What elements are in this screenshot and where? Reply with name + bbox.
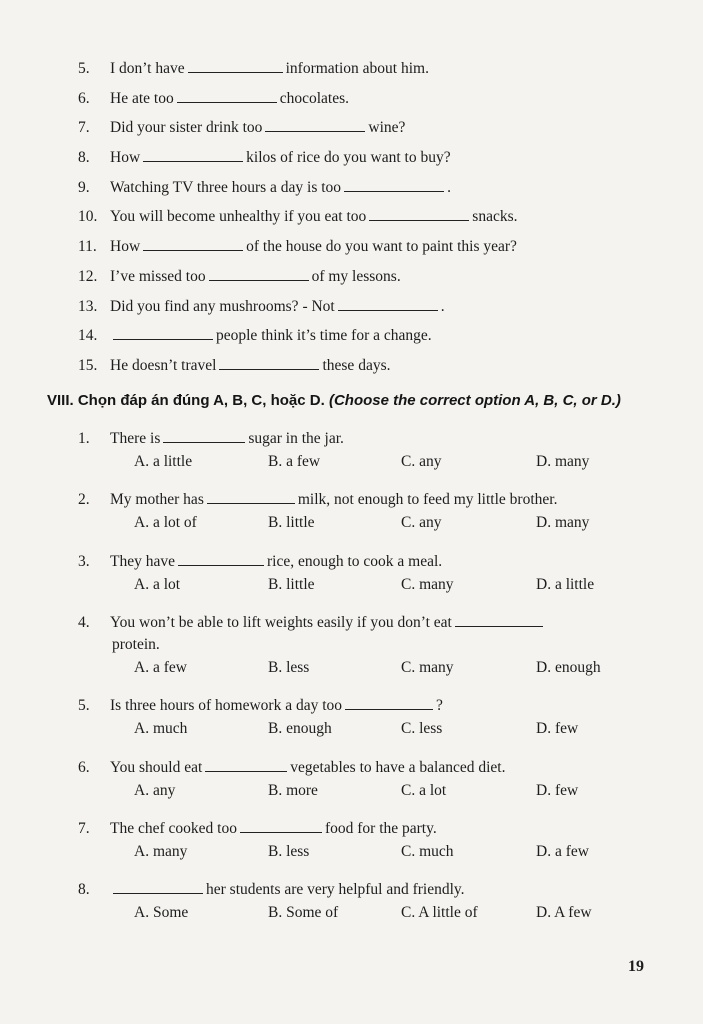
question-number: 5.	[78, 60, 90, 77]
question-number: 3.	[78, 553, 90, 570]
mc-option[interactable]: C. A little of	[401, 904, 478, 921]
mc-options	[78, 779, 678, 803]
question-row	[78, 206, 678, 236]
answer-blank[interactable]	[205, 757, 287, 772]
question-text-before: They have	[110, 553, 175, 570]
mc-option[interactable]: C. less	[401, 720, 443, 737]
question-text-after: chocolates.	[279, 89, 349, 107]
question-row	[78, 117, 678, 147]
mc-option[interactable]: A. a lot of	[134, 514, 197, 531]
question-number: 4.	[78, 614, 90, 631]
mc-options	[78, 901, 678, 925]
mc-question	[78, 428, 678, 474]
question-text-before: You won’t be able to lift weights easily if you don’t eat	[110, 614, 452, 631]
question-text-after: .	[440, 297, 445, 315]
question-number: 10.	[78, 208, 98, 226]
mc-option[interactable]: B. enough	[268, 720, 332, 737]
mc-options	[78, 573, 678, 597]
question-text-before: How	[110, 238, 141, 256]
question-text-after: rice, enough to cook a meal.	[266, 553, 443, 570]
mc-option[interactable]: A. a few	[134, 659, 187, 676]
mc-question	[78, 489, 678, 535]
question-number: 13.	[78, 297, 98, 315]
mc-option[interactable]: D. many	[536, 453, 590, 470]
mc-stem	[78, 695, 678, 717]
question-number: 7.	[78, 820, 90, 837]
question-number: 15.	[78, 356, 98, 374]
question-text-after: ?	[436, 697, 443, 714]
question-row	[78, 325, 678, 355]
question-text-after: snacks.	[472, 208, 518, 226]
mc-question	[78, 551, 678, 597]
answer-blank[interactable]	[178, 551, 264, 566]
mc-option[interactable]: B. less	[268, 843, 310, 860]
question-number: 6.	[78, 759, 90, 776]
question-text-after: wine?	[368, 119, 406, 137]
mc-option[interactable]: C. any	[401, 514, 442, 531]
mc-options	[78, 717, 678, 741]
question-number: 14.	[78, 327, 98, 345]
mc-question	[78, 879, 678, 925]
question-row	[78, 147, 678, 177]
question-text-after: information about him.	[285, 60, 429, 77]
question-number: 2.	[78, 491, 90, 508]
answer-blank[interactable]	[163, 428, 245, 443]
question-text-after: vegetables to have a balanced diet.	[290, 759, 506, 776]
question-number: 9.	[78, 178, 90, 196]
mc-option[interactable]: B. little	[268, 576, 315, 593]
question-text-before: Watching TV three hours a day is too	[110, 178, 342, 196]
answer-blank[interactable]	[113, 325, 213, 340]
question-text-before: He doesn’t travel	[110, 356, 217, 374]
question-text-after: food for the party.	[324, 820, 437, 837]
question-row	[78, 296, 678, 326]
answer-blank[interactable]	[209, 266, 309, 281]
question-text-before: Did you find any mushrooms? - Not	[110, 297, 335, 315]
mc-option[interactable]: D. a little	[536, 576, 595, 593]
fill-in-questions	[78, 58, 678, 385]
answer-blank[interactable]	[143, 236, 243, 251]
answer-blank[interactable]	[177, 88, 277, 103]
question-text-after: .	[447, 178, 451, 196]
question-number: 1.	[78, 430, 90, 447]
question-number: 8.	[78, 149, 90, 167]
answer-blank[interactable]	[265, 117, 365, 132]
mc-options	[78, 511, 678, 535]
question-row	[78, 58, 678, 88]
mc-option[interactable]: C. a lot	[401, 782, 447, 799]
mc-option[interactable]: B. little	[268, 514, 315, 531]
section-heading	[47, 392, 687, 409]
question-text-before: There is	[110, 430, 161, 447]
question-text-after: sugar in the jar.	[248, 430, 344, 447]
mc-option[interactable]: A. much	[134, 720, 188, 737]
mc-question	[78, 818, 678, 864]
mc-stem	[78, 879, 678, 901]
answer-blank[interactable]	[207, 489, 295, 504]
answer-blank[interactable]	[219, 355, 319, 370]
question-text-before: You will become unhealthy if you eat too	[110, 208, 367, 226]
mc-option[interactable]: D. a few	[536, 843, 589, 860]
mc-option[interactable]: A. a lot	[134, 576, 181, 593]
question-text-before: I’ve missed too	[110, 267, 206, 285]
mc-option[interactable]: C. many	[401, 659, 454, 676]
mc-question	[78, 757, 678, 803]
mc-option[interactable]: D. enough	[536, 659, 601, 676]
mc-question	[78, 695, 678, 741]
answer-blank[interactable]	[188, 58, 283, 73]
mc-option[interactable]: D. many	[536, 514, 590, 531]
mc-stem	[78, 612, 678, 634]
question-text-after: people think it’s time for a change.	[216, 327, 432, 345]
mc-option[interactable]: D. A few	[536, 904, 592, 921]
mc-options	[78, 656, 678, 680]
mc-option[interactable]: C. many	[401, 576, 454, 593]
page-number: 19	[628, 958, 644, 975]
answer-blank[interactable]	[338, 296, 438, 311]
mc-stem	[78, 428, 678, 450]
question-row	[78, 355, 678, 385]
answer-blank[interactable]	[240, 818, 322, 833]
answer-blank[interactable]	[455, 612, 543, 627]
answer-blank[interactable]	[369, 206, 469, 221]
question-text-after: kilos of rice do you want to buy?	[246, 149, 451, 167]
question-text-before: You should eat	[110, 759, 203, 776]
mc-stem	[78, 551, 678, 573]
question-text-before: I don’t have	[110, 60, 185, 77]
question-text-before: Did your sister drink too	[110, 119, 263, 137]
question-row	[78, 266, 678, 296]
question-text-before: My mother has	[110, 491, 204, 508]
answer-blank[interactable]	[113, 879, 203, 894]
question-text-after: these days.	[322, 356, 391, 374]
mc-question	[78, 612, 678, 680]
mc-stem	[78, 489, 678, 511]
section-heading-vi: VIII. Chọn đáp án đúng A, B, C, hoặc D.	[47, 392, 325, 409]
question-text-after: of my lessons.	[311, 267, 401, 285]
question-number: 5.	[78, 697, 90, 714]
question-number: 7.	[78, 119, 90, 137]
question-row	[78, 88, 678, 118]
question-number: 6.	[78, 89, 90, 107]
mc-stem-continued: protein.	[112, 636, 160, 653]
mc-option[interactable]: C. any	[401, 453, 442, 470]
mc-option[interactable]: C. much	[401, 843, 454, 860]
question-number: 8.	[78, 881, 90, 898]
question-text-after: her students are very helpful and friendly.	[206, 881, 465, 898]
mc-option[interactable]: B. Some of	[268, 904, 339, 921]
mc-option[interactable]: B. more	[268, 782, 318, 799]
question-number: 11.	[78, 238, 97, 256]
mc-option[interactable]: D. few	[536, 782, 579, 799]
mc-option[interactable]: B. less	[268, 659, 310, 676]
mc-options	[78, 840, 678, 864]
mc-stem	[78, 757, 678, 779]
mc-option[interactable]: A. a little	[134, 453, 193, 470]
question-number: 12.	[78, 267, 98, 285]
mc-option[interactable]: A. Some	[134, 904, 189, 921]
question-text-after: of the house do you want to paint this year?	[246, 238, 517, 256]
answer-blank[interactable]	[143, 147, 243, 162]
answer-blank[interactable]	[345, 695, 433, 710]
answer-blank[interactable]	[344, 177, 444, 192]
question-row	[78, 236, 678, 266]
question-text-before: Is three hours of homework a day too	[110, 697, 343, 714]
mc-options	[78, 450, 678, 474]
question-text-after: milk, not enough to feed my little brother.	[297, 491, 558, 508]
question-row	[78, 177, 678, 207]
mc-option[interactable]: D. few	[536, 720, 579, 737]
mc-option[interactable]: B. a few	[268, 453, 321, 470]
mc-option[interactable]: A. many	[134, 843, 188, 860]
question-text-before: The chef cooked too	[110, 820, 237, 837]
question-text-before: He ate too	[110, 89, 174, 107]
question-text-before: How	[110, 149, 141, 167]
section-heading-en: (Choose the correct option A, B, C, or D.)	[328, 392, 621, 409]
mc-option[interactable]: A. any	[134, 782, 176, 799]
mc-stem	[78, 818, 678, 840]
